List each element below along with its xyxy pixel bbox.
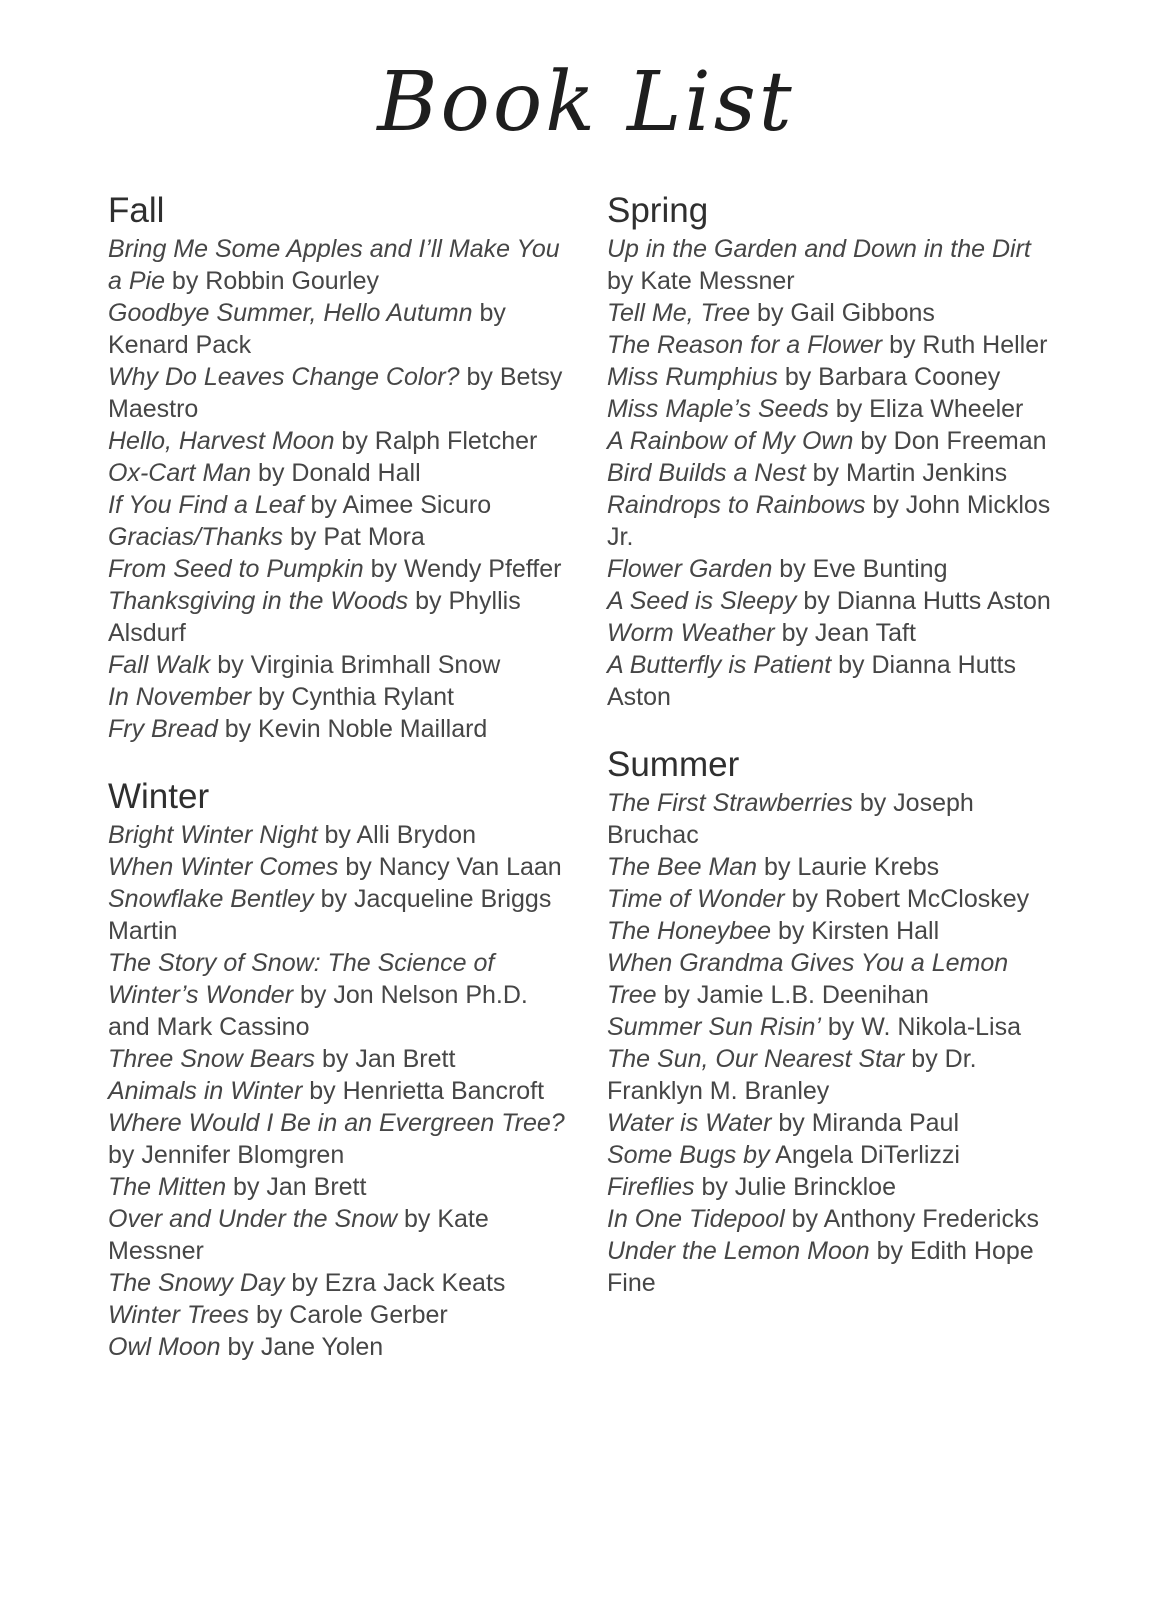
book-entry <box>108 649 565 681</box>
book-author: by Aimee Sicuro <box>303 491 492 519</box>
book-author: by John Micklos Jr. <box>607 491 1051 551</box>
book-title: The Bee Man <box>607 853 758 881</box>
book-entry <box>607 1203 1064 1235</box>
book-entry <box>607 361 1064 393</box>
book-author: by Carole Gerber <box>249 1301 448 1329</box>
book-author: by Anthony Fredericks <box>784 1205 1039 1233</box>
book-entry <box>108 1075 565 1107</box>
book-author: by Ralph Fletcher <box>334 427 538 455</box>
book-entry <box>108 681 565 713</box>
book-entry <box>607 553 1064 585</box>
book-title: Where Would I Be in an Evergreen Tree? <box>108 1109 565 1137</box>
book-title: Bright Winter Night <box>108 821 318 849</box>
book-author: by Alli Brydon <box>317 821 476 849</box>
book-author: by Ruth Heller <box>882 331 1048 359</box>
book-title: Under the Lemon Moon <box>607 1237 870 1265</box>
book-author: by Robbin Gourley <box>164 267 379 295</box>
book-entry <box>607 1235 1064 1299</box>
book-entry <box>108 883 565 947</box>
book-entry <box>108 1203 565 1267</box>
book-author: by Jane Yolen <box>220 1333 384 1361</box>
book-entry <box>108 947 565 1043</box>
book-columns <box>108 189 1064 1393</box>
book-entry <box>607 787 1064 851</box>
season-section-spring <box>607 189 1064 713</box>
book-title: Tell Me, Tree <box>607 299 751 327</box>
book-title: A Butterfly is Patient <box>607 651 832 679</box>
book-entry <box>607 851 1064 883</box>
book-title: Over and Under the Snow <box>108 1205 398 1233</box>
book-author: by Virginia Brimhall Snow <box>210 651 501 679</box>
book-author: by Kevin Noble Maillard <box>217 715 488 743</box>
book-title: Animals in Winter <box>108 1077 303 1105</box>
book-title: In One Tidepool <box>607 1205 785 1233</box>
book-author: by Jon Nelson Ph.D. and Mark Cassino <box>108 981 528 1041</box>
book-author: by Martin Jenkins <box>805 459 1008 487</box>
season-section-fall <box>108 189 565 745</box>
book-entry <box>108 553 565 585</box>
book-author: by Dianna Hutts Aston <box>607 651 1016 711</box>
book-entry <box>108 233 565 297</box>
book-author: by Nancy Van Laan <box>338 853 562 881</box>
book-author: by Edith Hope Fine <box>607 1237 1034 1297</box>
book-title: Time of Wonder <box>607 885 785 913</box>
book-entry <box>108 1299 565 1331</box>
book-title: A Seed is Sleepy <box>607 587 797 615</box>
book-title: Thanksgiving in the Woods <box>108 587 409 615</box>
book-title: Fall Walk <box>108 651 211 679</box>
book-author: by Henrietta Bancroft <box>302 1077 545 1105</box>
book-title: The Snowy Day <box>108 1269 285 1297</box>
book-author: by Don Freeman <box>853 427 1047 455</box>
book-title: The Reason for a Flower <box>607 331 883 359</box>
book-entry <box>607 947 1064 1011</box>
book-entry <box>607 329 1064 361</box>
book-title: Fireflies <box>607 1173 695 1201</box>
book-list <box>108 819 565 1363</box>
book-author: by W. Nikola-Lisa <box>820 1013 1022 1041</box>
book-entry <box>607 1043 1064 1107</box>
book-title: Why Do Leaves Change Color? <box>108 363 460 391</box>
book-entry <box>108 425 565 457</box>
book-author: by Donald Hall <box>251 459 421 487</box>
book-entry <box>607 585 1064 617</box>
book-title: A Rainbow of My Own <box>607 427 854 455</box>
book-title: The Sun, Our Nearest Star <box>607 1045 905 1073</box>
book-entry <box>108 361 565 425</box>
book-title: Goodbye Summer, Hello Autumn <box>108 299 473 327</box>
book-entry <box>108 457 565 489</box>
book-entry <box>607 1171 1064 1203</box>
book-author: by Kate Messner <box>108 1205 489 1265</box>
book-author: by Jennifer Blomgren <box>108 1141 345 1169</box>
book-title: Hello, Harvest Moon <box>108 427 335 455</box>
book-entry <box>108 1267 565 1299</box>
season-heading: Fall <box>108 191 165 230</box>
season-section-winter <box>108 775 565 1363</box>
book-author: by Robert McCloskey <box>784 885 1030 913</box>
book-author: by Jan Brett <box>226 1173 367 1201</box>
book-author: by Julie Brinckloe <box>694 1173 896 1201</box>
book-title: Gracias/Thanks <box>108 523 284 551</box>
season-heading: Winter <box>108 777 210 816</box>
book-entry <box>607 425 1064 457</box>
book-title: Raindrops to Rainbows <box>607 491 866 519</box>
book-title: Summer Sun Risin’ <box>607 1013 821 1041</box>
book-title: The Honeybee <box>607 917 772 945</box>
book-entry <box>607 1139 1064 1171</box>
season-heading: Summer <box>607 745 740 784</box>
book-title: Flower Garden <box>607 555 773 583</box>
book-title: Snowflake Bentley <box>108 885 314 913</box>
book-title: Water is Water <box>607 1109 772 1137</box>
book-author: by Kenard Pack <box>108 299 506 359</box>
book-author: by Eve Bunting <box>772 555 948 583</box>
book-entry <box>108 585 565 649</box>
book-title: In November <box>108 683 252 711</box>
book-title: The Mitten <box>108 1173 227 1201</box>
book-author: by Betsy Maestro <box>108 363 563 423</box>
book-title: When Winter Comes <box>108 853 339 881</box>
book-entry <box>108 521 565 553</box>
book-title: Ox-Cart Man <box>108 459 252 487</box>
book-author: by Dr. Franklyn M. Branley <box>607 1045 977 1105</box>
book-title: When Grandma Gives You a Lemon Tree <box>607 949 1009 1009</box>
book-entry <box>607 489 1064 553</box>
book-title: Fry Bread <box>108 715 218 743</box>
book-title: Worm Weather <box>607 619 775 647</box>
book-list <box>607 233 1064 713</box>
book-entry <box>607 1107 1064 1139</box>
book-entry <box>607 457 1064 489</box>
book-title: Owl Moon <box>108 1333 221 1361</box>
book-title: Up in the Garden and Down in the Dirt <box>607 235 1031 263</box>
season-section-summer <box>607 743 1064 1299</box>
book-entry <box>108 713 565 745</box>
book-author: by Phyllis Alsdurf <box>108 587 521 647</box>
book-entry <box>108 1171 565 1203</box>
book-title: If You Find a Leaf <box>108 491 304 519</box>
book-author: by Jamie L.B. Deenihan <box>656 981 929 1009</box>
book-author: by Pat Mora <box>283 523 425 551</box>
book-title: From Seed to Pumpkin <box>108 555 364 583</box>
book-entry <box>108 1043 565 1075</box>
book-author: by Jacqueline Briggs Martin <box>108 885 552 945</box>
book-author: by Kirsten Hall <box>771 917 940 945</box>
book-list <box>607 787 1064 1299</box>
book-author: by Gail Gibbons <box>750 299 935 327</box>
book-author: by Kate Messner <box>607 267 795 295</box>
book-entry <box>607 297 1064 329</box>
book-entry <box>607 915 1064 947</box>
book-entry <box>607 1011 1064 1043</box>
book-title: Bring Me Some Apples and I’ll Make You a Pie <box>108 235 560 295</box>
book-title: Some Bugs by <box>607 1141 770 1169</box>
book-author: by Joseph Bruchac <box>607 789 974 849</box>
book-entry <box>108 851 565 883</box>
book-author: by Jan Brett <box>315 1045 456 1073</box>
column-left <box>108 189 565 1393</box>
book-entry <box>108 1107 565 1171</box>
page-title: Book List <box>377 55 795 150</box>
book-title: The Story of Snow: The Science of Winter’s Wonder <box>108 949 495 1009</box>
book-entry <box>108 297 565 361</box>
book-entry <box>108 1331 565 1363</box>
column-right <box>607 189 1064 1393</box>
book-author: by Barbara Cooney <box>777 363 1001 391</box>
book-entry <box>607 883 1064 915</box>
book-author: by Cynthia Rylant <box>251 683 454 711</box>
season-heading: Spring <box>607 191 709 230</box>
book-title: Miss Maple’s Seeds <box>607 395 829 423</box>
book-entry <box>607 393 1064 425</box>
book-author: by Jean Taft <box>774 619 916 647</box>
book-title: Miss Rumphius <box>607 363 778 391</box>
book-title: Bird Builds a Nest <box>607 459 806 487</box>
book-entry <box>607 617 1064 649</box>
book-list <box>108 233 565 745</box>
book-author: by Dianna Hutts Aston <box>796 587 1051 615</box>
book-author: by Laurie Krebs <box>757 853 940 881</box>
book-title: Winter Trees <box>108 1301 250 1329</box>
book-author: by Eliza Wheeler <box>828 395 1024 423</box>
book-entry <box>108 819 565 851</box>
book-title: The First Strawberries <box>607 789 853 817</box>
book-author: by Miranda Paul <box>771 1109 960 1137</box>
book-author: by Ezra Jack Keats <box>284 1269 506 1297</box>
book-author: Angela DiTerlizzi <box>769 1141 960 1169</box>
book-entry <box>607 649 1064 713</box>
book-entry <box>108 489 565 521</box>
book-title: Three Snow Bears <box>108 1045 316 1073</box>
book-author: by Wendy Pfeffer <box>363 555 562 583</box>
book-entry <box>607 233 1064 297</box>
